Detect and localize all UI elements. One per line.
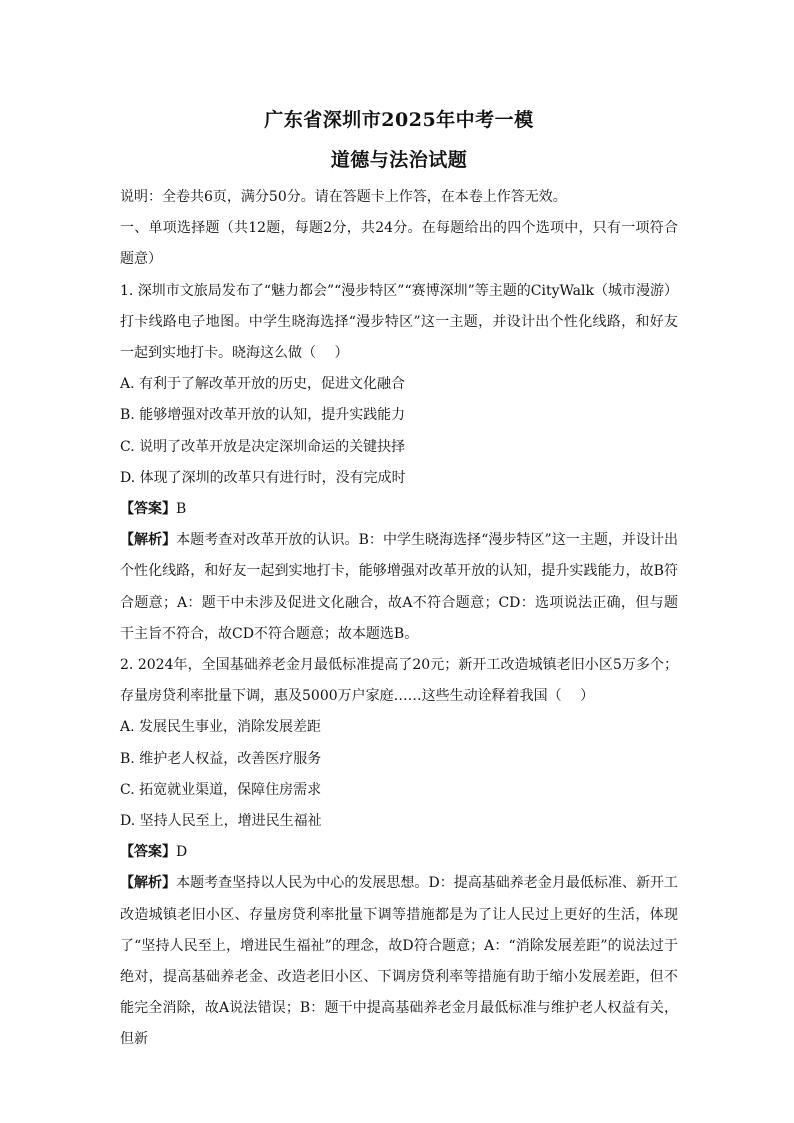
- document-body: [120, 182, 678, 1056]
- answer-value: B: [176, 501, 187, 518]
- analysis-label: 【解析】: [120, 875, 177, 892]
- question-2-option-a: A. 发展民生事业，消除发展差距: [120, 719, 322, 736]
- question-2-analysis: [120, 868, 678, 1055]
- analysis-label: 【解析】: [120, 532, 177, 549]
- question-1-option-a: A. 有利于了解改革开放的历史，促进文化融合: [120, 376, 406, 393]
- answer-value: D: [176, 844, 188, 861]
- question-2-option-d: D. 坚持人民至上，增进民生福祉: [120, 813, 322, 830]
- instructions: 说明：全卷共6页，满分50分。请在答题卡上作答，在本卷上作答无效。: [120, 189, 567, 205]
- analysis-text: 本题考查对改革开放的认识。B：中学生晓海选择“漫步特区”这一主题，并设计出个性化线路，和好友一起到实地打卡，能够增强对改革开放的认知，提升实践能力，故B符合题意；A：题干中未涉及促进文化融合，故A不符合题意；CD：选项说法正确，但与题干主旨不符合，故CD不符合题意；故本题选B。: [120, 532, 678, 642]
- document-subtitle: 道德与法治试题: [330, 149, 468, 171]
- document-title: 广东省深圳市2025年中考一模: [264, 109, 534, 131]
- question-1-option-c: C. 说明了改革开放是决定深圳命运的关键抉择: [120, 438, 406, 455]
- question-2-answer: [120, 837, 678, 868]
- question-2-option-b: B. 维护老人权益，改善医疗服务: [120, 750, 322, 767]
- question-1-answer: [120, 494, 678, 525]
- analysis-text: 本题考查坚持以人民为中心的发展思想。D：提高基础养老金月最低标准、新开工改造城镇老旧小区、存量房贷利率批量下调等措施都是为了让人民过上更好的生活，体现了“坚持人民至上，增进民生福祉”的理念，故D符合题意；A：“消除发展差距”的说法过于绝对，提高基础养老金、改造老旧小区、下调房贷利率等措施有助于缩小发展差距，但不能完全消除，故A说法错误；B：题干中提高基础养老金月最低标准与维护老人权益有关，但新: [120, 875, 679, 1048]
- question-1-stem: 1. 深圳市文旅局发布了“魅力都会”“漫步特区”“赛博深圳”等主题的CityWalk（城市漫游）打卡线路电子地图。中学生晓海选择“漫步特区”这一主题，并设计出个性化线路，和好友一起到实地打卡。晓海这么做（ ）: [120, 282, 678, 362]
- answer-label: 【答案】: [120, 501, 176, 518]
- section-heading: 一、单项选择题（共12题，每题2分，共24分。在每题给出的四个选项中，只有一项符合题意）: [120, 220, 678, 268]
- question-2-stem: 2. 2024年，全国基础养老金月最低标准提高了20元；新开工改造城镇老旧小区5万多个；存量房贷利率批量下调，惠及5000万户家庭……这些生动诠释着我国（ ）: [120, 657, 678, 705]
- question-2-option-c: C. 拓宽就业渠道，保障住房需求: [120, 781, 322, 798]
- answer-label: 【答案】: [120, 844, 176, 861]
- question-1-analysis: [120, 525, 678, 650]
- question-1-option-d: D. 体现了深圳的改革只有进行时，没有完成时: [120, 469, 406, 486]
- question-1-option-b: B. 能够增强对改革开放的认知，提升实践能力: [120, 407, 406, 424]
